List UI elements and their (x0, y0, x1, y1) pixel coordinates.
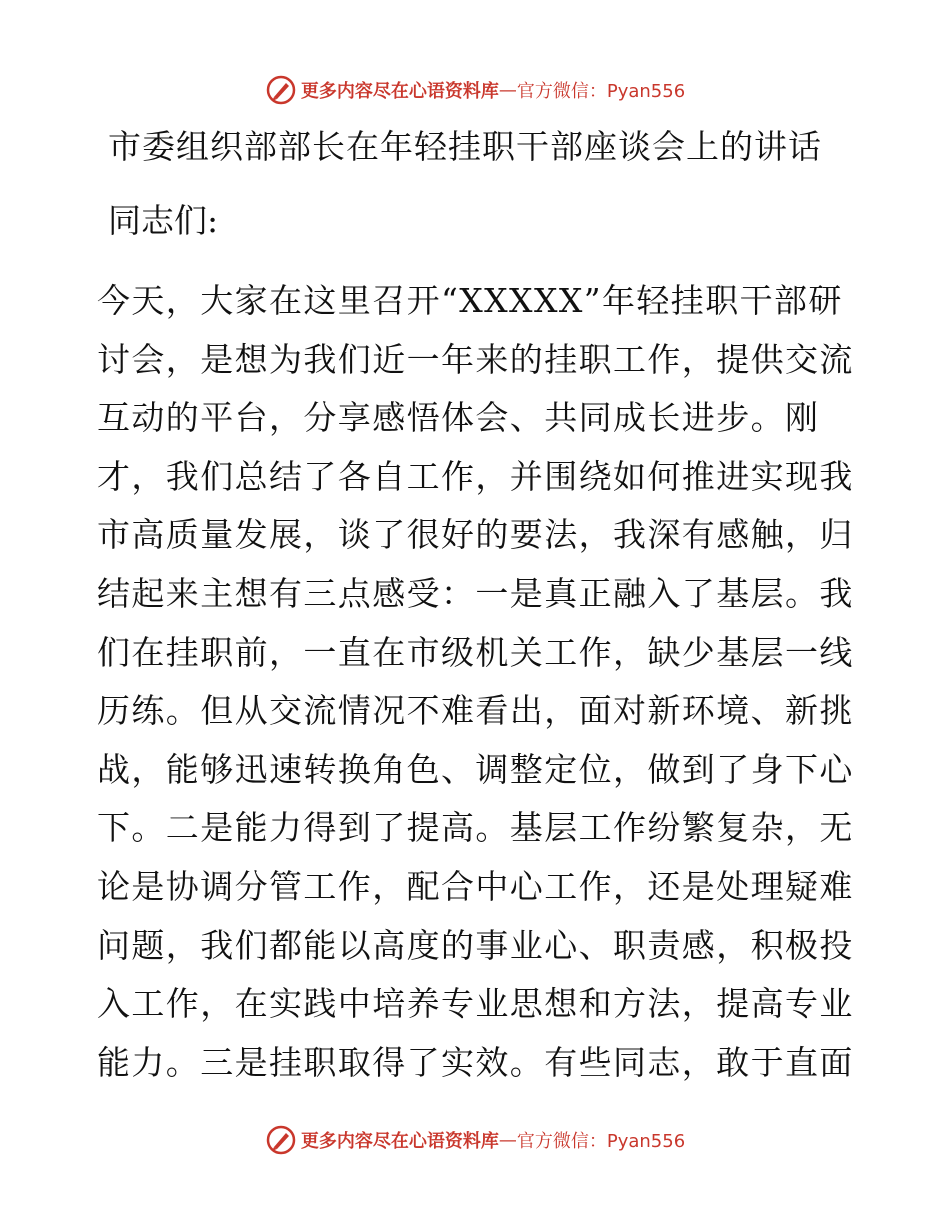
body-line: 下。二是能力得到了提高。基层工作纷繁复杂，无 (97, 808, 854, 848)
body-line: 战，能够迅速转换角色、调整定位，做到了身下心 (97, 749, 854, 789)
body-line: 入工作，在实践中培养专业思想和方法，提高专业 (97, 984, 854, 1024)
watermark-text: 更多内容尽在心语资料库 (300, 81, 499, 102)
body-line: 互动的平台，分享感悟体会、共同成长进步。刚 (97, 398, 820, 438)
watermark-text: 更多内容尽在心语资料库 (300, 1131, 499, 1152)
salutation: 同志们: (108, 201, 219, 240)
document-title: 市委组织部部长在年轻挂职干部座谈会上的讲话 (108, 127, 822, 166)
watermark-separator: — (498, 1129, 517, 1151)
document-body (97, 272, 852, 1092)
body-line: 今天，大家在这里召开“XXXXX”年轻挂职干部研 (97, 281, 843, 320)
watermark-account: 官方微信：Pyan556 (516, 1131, 686, 1152)
body-line: 结起来主想有三点感受：一是真正融入了基层。我 (97, 573, 854, 613)
watermark-banner-top (0, 70, 950, 110)
body-line: 讨会，是想为我们近一年来的挂职工作，提供交流 (97, 339, 854, 379)
body-line: 能力。三是挂职取得了实效。有些同志，敢于直面 (97, 1042, 854, 1082)
body-line: 才，我们总结了各自工作，并围绕如何推进实现我 (97, 456, 854, 496)
body-line: 论是协调分管工作，配合中心工作，还是处理疑难 (97, 866, 854, 906)
body-line: 市高质量发展，谈了很好的要法，我深有感触，归 (97, 515, 854, 555)
body-line: 问题，我们都能以高度的事业心、职责感，积极投 (97, 925, 854, 965)
watermark-separator: — (498, 79, 517, 101)
body-line: 们在挂职前，一直在市级机关工作，缺少基层一线 (97, 632, 854, 672)
body-line: 历练。但从交流情况不难看出，面对新环境、新挑 (97, 691, 854, 731)
watermark-banner-bottom (0, 1120, 950, 1160)
pen-logo-icon (265, 1124, 297, 1156)
watermark-account: 官方微信：Pyan556 (516, 81, 686, 102)
pen-logo-icon (265, 74, 297, 106)
